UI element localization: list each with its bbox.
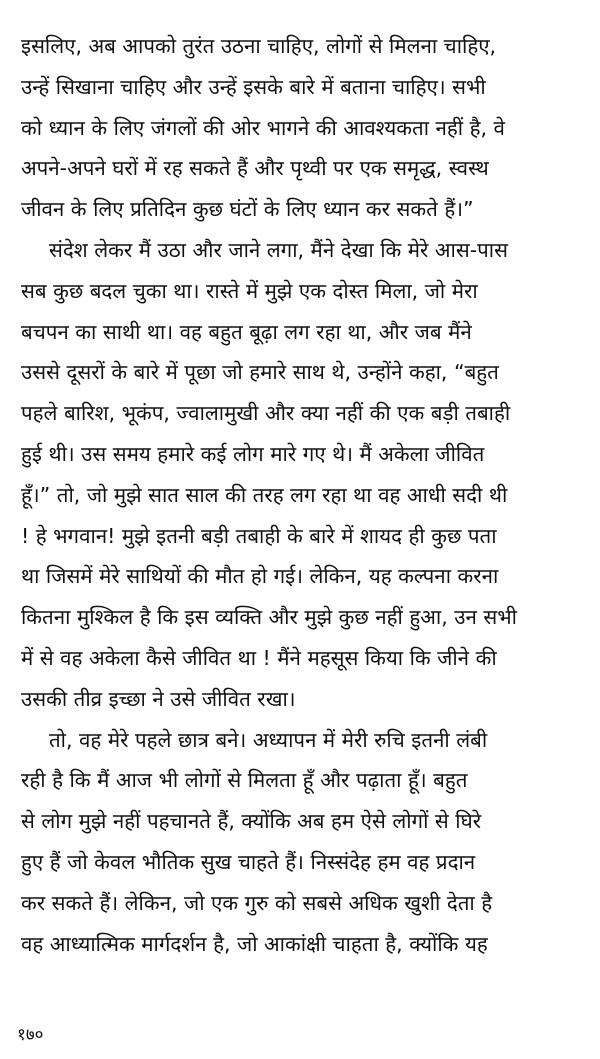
text-line: उससे दूसरों के बारे में पूछा जो हमारे साथ थे, उन्होंने कहा, “बहुत (21, 360, 499, 385)
text-line: पहले बारिश, भूकंप, ज्वालामुखी और क्या नहीं की एक बड़ी तबाही (21, 401, 511, 426)
text-line: हुई थी। उस समय हमारे कई लोग मारे गए थे। मैं अकेला जीवित (21, 441, 485, 466)
text-line: सब कुछ बदल चुका था। रास्ते में मुझे एक दोस्त मिला, जो मेरा (21, 278, 478, 303)
text-line: इसलिए, अब आपको तुरंत उठना चाहिए, लोगों से मिलना चाहिए, (21, 34, 497, 58)
text-line: ! हे भगवान! मुझे इतनी बड़ी तबाही के बारे में शायद ही कुछ पता (21, 523, 497, 548)
text-line: हूँ।” तो, जो मुझे सात साल की तरह लग रहा था वह आधी सदी थी (21, 482, 508, 507)
text-line: कर सकते हैं। लेकिन, जो एक गुरु को सबसे अधिक खुशी देता है (21, 890, 493, 915)
text-line: वह आध्यात्मिक मार्गदर्शन है, जो आकांक्षी चाहता है, क्योंकि यह (21, 931, 488, 956)
text-line: रही है कि मैं आज भी लोगों से मिलता हूँ और पढ़ाता हूँ। बहुत (21, 768, 468, 793)
text-line: उसकी तीव्र इच्छा ने उसे जीवित रखा। (21, 686, 296, 711)
page-number: १७० (17, 1025, 44, 1045)
text-line: अपने-अपने घरों में रह सकते हैं और पृथ्वी पर एक समृद्ध, स्वस्थ (21, 156, 489, 181)
text-line: कितना मुश्किल है कि इस व्यक्ति और मुझे कुछ नहीं हुआ, उन सभी (21, 605, 517, 630)
body-text (21, 26, 583, 964)
text-line: बचपन का साथी था। वह बहुत बूढ़ा लग रहा था, और जब मैंने (21, 319, 472, 344)
text-line: हुए हैं जो केवल भौतिक सुख चाहते हैं। निस्संदेह हम वह प्रदान (21, 849, 476, 874)
text-line: था जिसमें मेरे साथियों की मौत हो गई। लेकिन, यह कल्पना करना (21, 564, 499, 589)
text-line: से लोग मुझे नहीं पहचानते हैं, क्योंकि अब हम ऐसे लोगों से घिरे (21, 809, 482, 834)
text-line: जीवन के लिए प्रतिदिन कुछ घंटों के लिए ध्यान कर सकते हैं।” (21, 197, 474, 222)
text-line: उन्हें सिखाना चाहिए और उन्हें इसके बारे में बताना चाहिए। सभी (21, 74, 486, 99)
text-line: में से वह अकेला कैसे जीवित था ! मैंने महसूस किया कि जीने की (21, 645, 497, 670)
text-line: तो, वह मेरे पहले छात्र बने। अध्यापन में मेरी रुचि इतनी लंबी (49, 727, 488, 752)
text-line: को ध्यान के लिए जंगलों की ओर भागने की आवश्यकता नहीं है, वे (21, 115, 505, 140)
text-line: संदेश लेकर मैं उठा और जाने लगा, मैंने देखा कि मेरे आस-पास (49, 237, 508, 262)
